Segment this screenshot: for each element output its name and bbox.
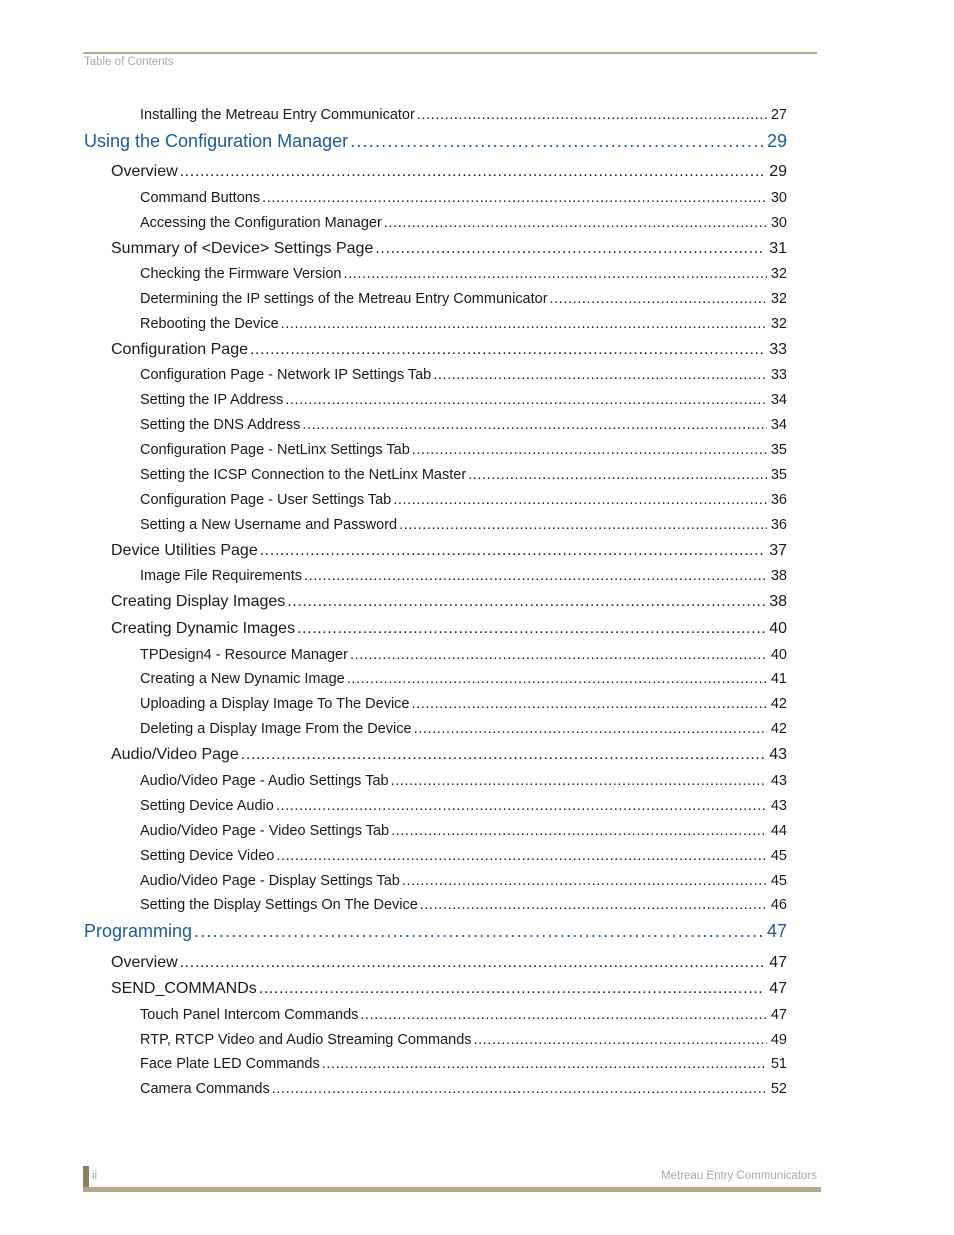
toc-dot-leader: [347, 671, 767, 687]
toc-dot-leader: [260, 542, 765, 560]
toc-subentry[interactable]: [140, 517, 787, 533]
toc-entry-title: SEND_COMMANDs: [111, 980, 257, 997]
toc-entry[interactable]: [111, 341, 787, 359]
toc-entry-title: Accessing the Configuration Manager: [140, 215, 382, 231]
toc-entry[interactable]: [111, 593, 787, 611]
toc-entry-page: 30: [770, 215, 787, 231]
toc-entry-page: 45: [770, 873, 787, 889]
toc-dot-leader: [302, 417, 766, 433]
toc-entry-page: 44: [770, 823, 787, 839]
toc-entry-title: Face Plate LED Commands: [140, 1056, 320, 1072]
toc-entry-page: 43: [770, 798, 787, 814]
toc-subentry[interactable]: [140, 823, 787, 839]
toc-dot-leader: [281, 316, 767, 332]
toc-subentry[interactable]: [140, 367, 787, 383]
toc-dot-leader: [350, 647, 767, 663]
toc-entry-page: 31: [769, 240, 787, 257]
toc-entry-page: 32: [770, 316, 787, 332]
toc-dot-leader: [180, 163, 766, 181]
toc-entry[interactable]: [111, 163, 787, 181]
toc-entry-page: 43: [770, 773, 787, 789]
toc-entry-title: Camera Commands: [140, 1081, 270, 1097]
toc-subentry[interactable]: [140, 1007, 787, 1023]
toc-subentry[interactable]: [140, 773, 787, 789]
toc-entry-page: 30: [770, 190, 787, 206]
toc-entry-page: 38: [770, 568, 787, 584]
toc-entry[interactable]: [111, 980, 787, 998]
toc-subentry[interactable]: [140, 291, 787, 307]
toc-entry-page: 36: [770, 492, 787, 508]
footer-page-number: ii: [92, 1170, 98, 1182]
toc-entry-title: Setting a New Username and Password: [140, 517, 398, 533]
toc-entry-title: Setting the IP Address: [140, 392, 284, 408]
toc-section-heading[interactable]: [84, 921, 787, 942]
toc-entry-title: Touch Panel Intercom Commands: [140, 1007, 359, 1023]
toc-entry-title: Creating Dynamic Images: [111, 620, 296, 637]
toc-entry-title: Configuration Page - NetLinx Settings Tab: [140, 442, 410, 458]
toc-entry-page: 42: [770, 721, 787, 737]
toc-entry-title: Creating Display Images: [111, 593, 286, 610]
toc-dot-leader: [414, 721, 767, 737]
toc-entry-title: Configuration Page - Network IP Settings Tab: [140, 367, 432, 383]
toc-section-heading[interactable]: [84, 131, 787, 152]
toc-entry-page: 29: [766, 131, 787, 151]
toc-entry-title: Setting the DNS Address: [140, 417, 301, 433]
toc-dot-leader: [180, 954, 766, 972]
toc-dot-leader: [550, 291, 767, 307]
toc-subentry[interactable]: [140, 696, 787, 712]
toc-subentry[interactable]: [140, 848, 787, 864]
toc-entry-title: Installing the Metreau Entry Communicator: [140, 107, 415, 123]
toc-dot-leader: [276, 848, 767, 864]
toc-entry-title: Audio/Video Page - Audio Settings Tab: [140, 773, 389, 789]
toc-entry[interactable]: [111, 954, 787, 972]
toc-entry-page: 27: [770, 107, 787, 123]
toc-dot-leader: [411, 696, 766, 712]
toc-entry-page: 51: [770, 1056, 787, 1072]
toc-entry-title: Determining the IP settings of the Metreau Entry Communicator: [140, 291, 548, 307]
toc-entry-title: Setting Device Video: [140, 848, 275, 864]
toc-entry-page: 45: [770, 848, 787, 864]
toc-dot-leader: [384, 215, 767, 231]
toc-entry-title: Overview: [111, 954, 178, 971]
toc-subentry[interactable]: [140, 215, 787, 231]
toc-entry-title: Audio/Video Page: [111, 746, 239, 763]
toc-subentry[interactable]: [140, 1081, 787, 1097]
toc-entry-page: 33: [770, 367, 787, 383]
toc-entry-page: 35: [770, 467, 787, 483]
toc-dot-leader: [360, 1007, 766, 1023]
running-header: Table of Contents: [84, 56, 174, 68]
toc-dot-leader: [402, 873, 767, 889]
toc-dot-leader: [474, 1032, 767, 1048]
toc-subentry[interactable]: [140, 316, 787, 332]
toc-entry-page: 47: [766, 921, 787, 941]
toc-dot-leader: [322, 1056, 767, 1072]
toc-entry-title: Setting the Display Settings On The Device: [140, 897, 418, 913]
toc-dot-leader: [420, 897, 767, 913]
toc-dot-leader: [285, 392, 767, 408]
toc-dot-leader: [304, 568, 767, 584]
toc-entry[interactable]: [111, 620, 787, 638]
toc-entry-title: Audio/Video Page - Display Settings Tab: [140, 873, 400, 889]
toc-entry-page: 32: [770, 266, 787, 282]
toc-subentry[interactable]: [140, 492, 787, 508]
toc-entry-page: 40: [769, 620, 787, 637]
toc-entry-title: Overview: [111, 163, 178, 180]
toc-entry-title: Programming: [84, 921, 193, 941]
toc-entry-page: 38: [769, 593, 787, 610]
toc-entry-page: 47: [769, 980, 787, 997]
toc-dot-leader: [287, 593, 765, 611]
toc-entry-page: 33: [769, 341, 787, 358]
toc-entry-title: Rebooting the Device: [140, 316, 279, 332]
toc-dot-leader: [417, 107, 767, 123]
footer-rule: [83, 1187, 821, 1192]
toc-subentry[interactable]: [140, 107, 787, 123]
toc-entry-page: 34: [770, 417, 787, 433]
toc-entry-title: Audio/Video Page - Video Settings Tab: [140, 823, 390, 839]
toc-subentry[interactable]: [140, 1056, 787, 1072]
toc-entry-page: 43: [769, 746, 787, 763]
toc-entry-title: RTP, RTCP Video and Audio Streaming Commands: [140, 1032, 472, 1048]
toc-dot-leader: [375, 240, 765, 258]
toc-entry-title: Command Buttons: [140, 190, 261, 206]
toc-dot-leader: [276, 798, 767, 814]
toc-dot-leader: [250, 341, 765, 359]
footer-document-title: Metreau Entry Communicators: [661, 1170, 817, 1182]
toc-subentry[interactable]: [140, 442, 787, 458]
toc-subentry[interactable]: [140, 721, 787, 737]
toc-dot-leader: [468, 467, 767, 483]
toc-entry[interactable]: [111, 746, 787, 764]
toc-dot-leader: [297, 620, 765, 638]
toc-dot-leader: [391, 823, 767, 839]
toc-entry-page: 47: [769, 954, 787, 971]
toc-dot-leader: [399, 517, 767, 533]
toc-subentry[interactable]: [140, 568, 787, 584]
toc-entry-title: Setting the ICSP Connection to the NetLinx Master: [140, 467, 467, 483]
toc-dot-leader: [259, 980, 765, 998]
toc-subentry[interactable]: [140, 798, 787, 814]
toc-subentry[interactable]: [140, 417, 787, 433]
toc-entry-title: Image File Requirements: [140, 568, 302, 584]
toc-subentry[interactable]: [140, 392, 787, 408]
toc-subentry[interactable]: [140, 897, 787, 913]
toc-entry-page: 36: [770, 517, 787, 533]
toc-entry-page: 32: [770, 291, 787, 307]
toc-subentry[interactable]: [140, 1032, 787, 1048]
toc-entry-page: 40: [770, 647, 787, 663]
toc-entry-title: Setting Device Audio: [140, 798, 274, 814]
toc-dot-leader: [433, 367, 767, 383]
toc-entry-page: 37: [769, 542, 787, 559]
toc-dot-leader: [391, 773, 767, 789]
toc-entry-title: Uploading a Display Image To The Device: [140, 696, 410, 712]
toc-dot-leader: [343, 266, 766, 282]
toc-entry-page: 35: [770, 442, 787, 458]
toc-subentry[interactable]: [140, 190, 787, 206]
toc-entry-page: 47: [770, 1007, 787, 1023]
toc-entry-title: TPDesign4 - Resource Manager: [140, 647, 348, 663]
toc-entry-page: 46: [770, 897, 787, 913]
toc-entry[interactable]: [111, 542, 787, 560]
toc-subentry[interactable]: [140, 647, 787, 663]
toc-entry[interactable]: [111, 240, 787, 258]
toc-subentry[interactable]: [140, 873, 787, 889]
toc-entry-title: Device Utilities Page: [111, 542, 258, 559]
toc-dot-leader: [272, 1081, 767, 1097]
toc-dot-leader: [393, 492, 767, 508]
toc-subentry[interactable]: [140, 266, 787, 282]
toc-entry-title: Creating a New Dynamic Image: [140, 671, 345, 687]
toc-entry-title: Summary of <Device> Settings Page: [111, 240, 374, 257]
toc-dot-leader: [412, 442, 767, 458]
toc-entry-page: 52: [770, 1081, 787, 1097]
toc-entry-title: Deleting a Display Image From the Device: [140, 721, 412, 737]
toc-dot-leader: [350, 131, 763, 152]
toc-entry-page: 49: [770, 1032, 787, 1048]
toc-subentry[interactable]: [140, 467, 787, 483]
toc-entry-page: 42: [770, 696, 787, 712]
toc-entry-title: Using the Configuration Manager: [84, 131, 349, 151]
toc-entry-page: 41: [770, 671, 787, 687]
toc-subentry[interactable]: [140, 671, 787, 687]
toc-dot-leader: [194, 921, 763, 942]
toc-entry-title: Configuration Page - User Settings Tab: [140, 492, 392, 508]
toc-dot-leader: [241, 746, 765, 764]
toc-dot-leader: [262, 190, 767, 206]
toc-entry-page: 29: [769, 163, 787, 180]
toc-entry-page: 34: [770, 392, 787, 408]
toc-entry-title: Checking the Firmware Version: [140, 266, 342, 282]
toc-entry-title: Configuration Page: [111, 341, 248, 358]
